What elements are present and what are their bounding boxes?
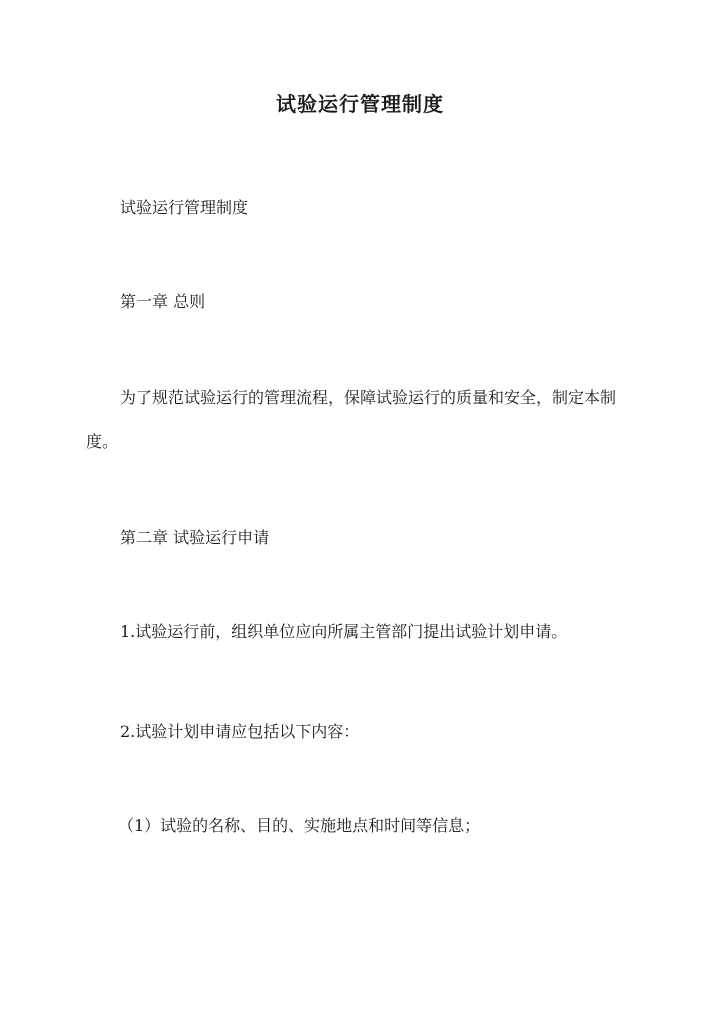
clause-2: 2.试验计划申请应包括以下内容： — [120, 722, 360, 741]
document-title: 试验运行管理制度 — [276, 92, 444, 116]
chapter-2-heading: 第二章 试验运行申请 — [120, 528, 270, 547]
chapter-1-body: 为了规范试验运行的管理流程，保障试验运行的质量和安全，制定本制度。 — [86, 388, 617, 451]
clause-1: 1.试验运行前，组织单位应向所属主管部门提出试验计划申请。 — [120, 622, 568, 641]
clause-2-item-1: （1）试验的名称、目的、实施地点和时间等信息； — [118, 816, 481, 835]
chapter-1-heading: 第一章 总则 — [120, 292, 206, 311]
paragraph-heading: 试验运行管理制度 — [120, 198, 249, 217]
